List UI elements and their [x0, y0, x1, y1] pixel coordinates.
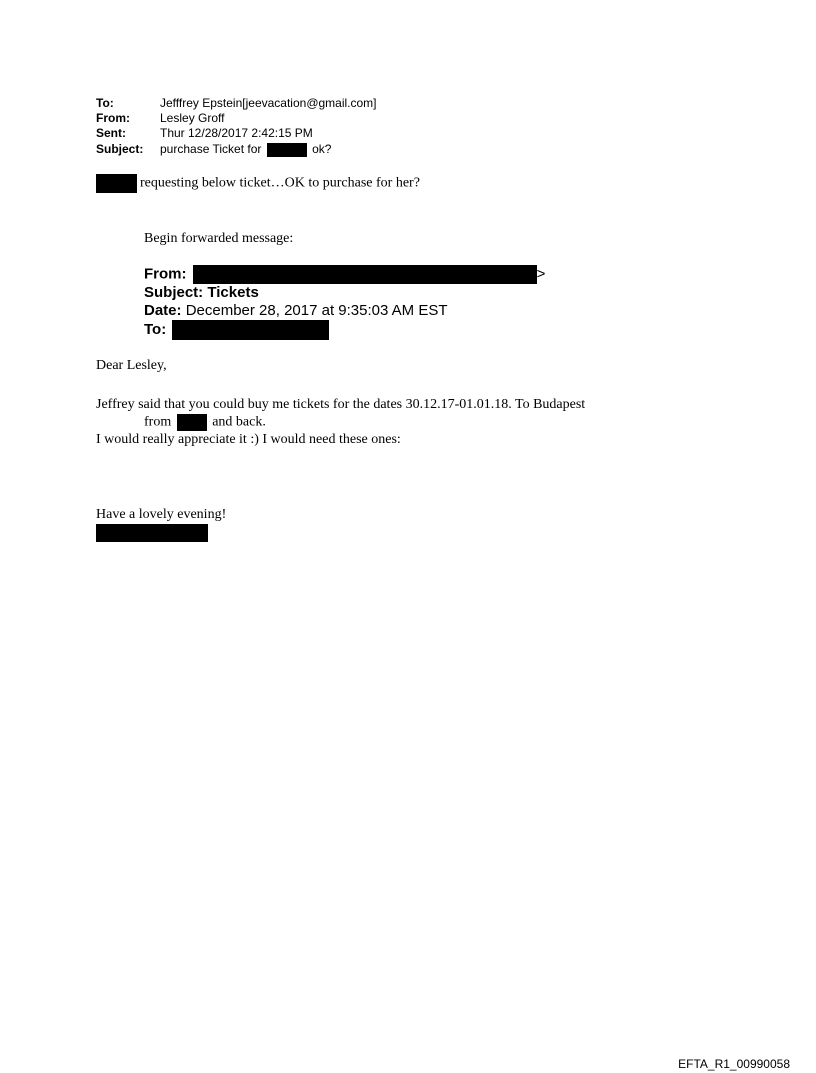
signature-redaction: [96, 524, 208, 542]
fwd-date-label: Date:: [144, 302, 182, 319]
redaction-box: [267, 143, 307, 157]
fwd-subject-label: Subject:: [144, 284, 204, 301]
paragraph-line: Jeffrey said that you could buy me tickets for the dates 30.12.17-01.01.18. To Budapest: [96, 397, 586, 412]
and-back-text: and back.: [212, 414, 266, 430]
from-label: From:: [96, 111, 130, 125]
paragraph-line: I would really appreciate it :) I would need these ones:: [96, 432, 401, 447]
sent-value: Thur 12/28/2017 2:42:15 PM: [160, 126, 313, 140]
greeting: Dear Lesley,: [96, 358, 167, 373]
fwd-to-label: To:: [144, 320, 167, 338]
fwd-from-suffix: >: [536, 265, 546, 283]
paragraph-line: [144, 414, 266, 431]
fwd-subject-value: Tickets: [207, 284, 259, 301]
message-text: requesting below ticket…OK to purchase for her?: [140, 175, 420, 191]
subject-value: [160, 143, 331, 157]
fwd-from-line: [144, 265, 545, 284]
fwd-from-label: From:: [144, 265, 187, 283]
forwarded-intro: Begin forwarded message:: [144, 231, 294, 246]
from-word: from: [144, 414, 172, 430]
to-label: To:: [96, 96, 114, 110]
redaction-box: [177, 414, 207, 431]
from-value: Lesley Groff: [160, 111, 225, 125]
subject-label: Subject:: [96, 142, 144, 156]
subject-suffix: ok?: [312, 142, 332, 157]
subject-prefix: purchase Ticket for: [160, 142, 262, 157]
fwd-to-line: [144, 320, 329, 340]
redaction-box: [172, 320, 329, 340]
fwd-date-line: [144, 302, 448, 320]
fwd-subject-line: [144, 284, 259, 302]
closing-line: Have a lovely evening!: [96, 507, 227, 522]
fwd-date-value: December 28, 2017 at 9:35:03 AM EST: [185, 302, 448, 319]
message-line: [96, 174, 420, 193]
document-id: EFTA_R1_00990058: [678, 1057, 790, 1071]
redaction-box: [96, 174, 137, 193]
to-value: Jefffrey Epstein[jeevacation@gmail.com]: [160, 96, 377, 110]
redaction-box: [193, 265, 537, 284]
sent-label: Sent:: [96, 126, 126, 140]
